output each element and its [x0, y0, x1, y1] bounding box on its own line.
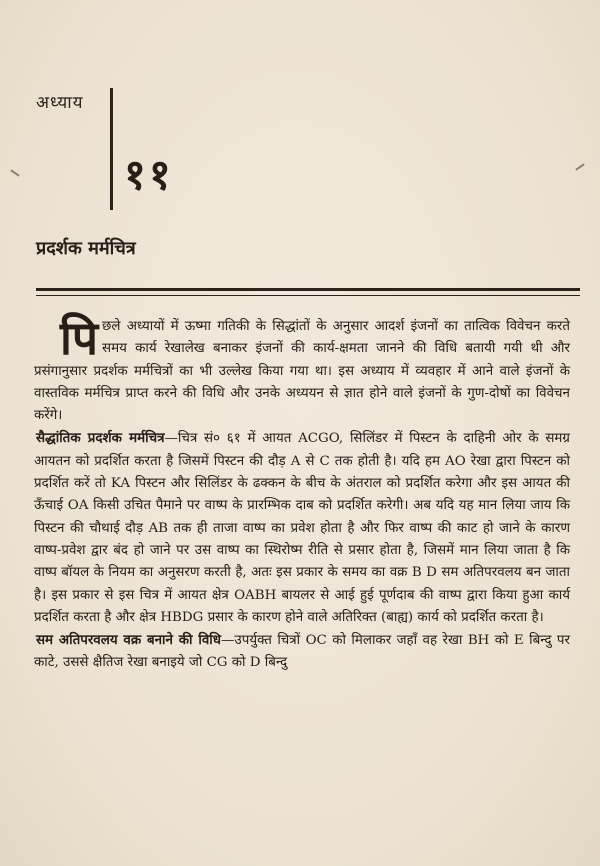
print-mark [10, 169, 19, 176]
chapter-body [34, 311, 570, 675]
drop-cap: पि [60, 311, 99, 365]
paragraph-text: —चित्र सं० ६१ में आयत ACGO, सिलिंडर में पिस्टन के दाहिनी ओर के समग्र आयतन को प्रदर्शित करता है जिसमें पिस्टन की दौड़ A से C तक होती है। यदि हम AO रेखा द्वारा पिस्टन को प्रदर्शित करें तो KA पिस्टन और सिलिंडर के ढक्कन के बीच के अंतराल को प्रदर्शित करेगा और इस आयत की ऊँचाई OA किसी उचित पैमाने पर वाष्प के प्रारम्भिक दाब को प्रदर्शित करेगी। अब यदि यह मान लिया जाय कि पिस्टन की चौथाई दौड़ AB तक ही ताजा वाष्प का प्रवेश होता है और फिर वाष्प की काट हो जाने के कारण वाष्प-प्रवेश द्वार बंद हो जाने पर उस वाष्प का स्थिरोष्म रीति से प्रसार होता है, जिसमें मान लिया जाता है कि वाष्प बॉयल के नियम का अनुसरण करती है, अतः इस प्रकार के समय का वक्र B D सम अतिपरवलय बन जाता है। इस प्रकार से इस चित्र में आयत क्षेत्र OABH बायलर से आई हुई पूर्णदाब की वाष्प द्वारा किया हुआ कार्य प्रदर्शित करता है और क्षेत्र HBDG प्रसार के कारण होने वाले अतिरिक्त (बाह्य) कार्य को प्रदर्शित करता है। [34, 431, 570, 625]
chapter-label: अध्याय [36, 93, 84, 113]
print-mark [575, 163, 584, 170]
paragraph-text: —उपर्युक्त चित्रों OC को मिलाकर जहाँ वह रेखा BH को E बिन्दु पर काटे, उससे क्षैतिज रेखा बनाइये जो CG को D बिन्दु [34, 633, 570, 671]
paragraph-text: छले अध्यायों में ऊष्मा गतिकी के सिद्धांतों के अनुसार आदर्श इंजनों का तात्विक विवेचन करते समय कार्य रेखालेख बनाकर इंजनों की कार्य-क्षमता जानने की विधि बतायी गयी थी और प्रसंगानुसार प्रदर्शक मर्मचित्रों का भी उल्लेख किया गया था। इस अध्याय में व्यवहार में आने वाले इंजनों के वास्तविक मर्मचित्र प्राप्त करने की विधि और उनके अध्ययन से ज्ञात होने वाले इंजनों के गुण-दोषों का विवेचन करेंगे। [34, 319, 570, 424]
title-rule-thick [36, 288, 580, 291]
chapter-divider [110, 88, 113, 210]
section-heading: सैद्धांतिक प्रदर्शक मर्मचित्र [36, 430, 165, 447]
chapter-title: प्रदर्शक मर्मचित्र [36, 238, 136, 259]
paragraph-intro [34, 311, 570, 427]
section-heading: सम अतिपरवलय वक्र बनाने की विधि [36, 632, 221, 649]
chapter-number: ११ [124, 150, 174, 199]
title-rule-thin [36, 295, 580, 296]
paragraph-theoretical-diagram [34, 427, 570, 629]
paragraph-hyperbola-method [34, 629, 570, 675]
